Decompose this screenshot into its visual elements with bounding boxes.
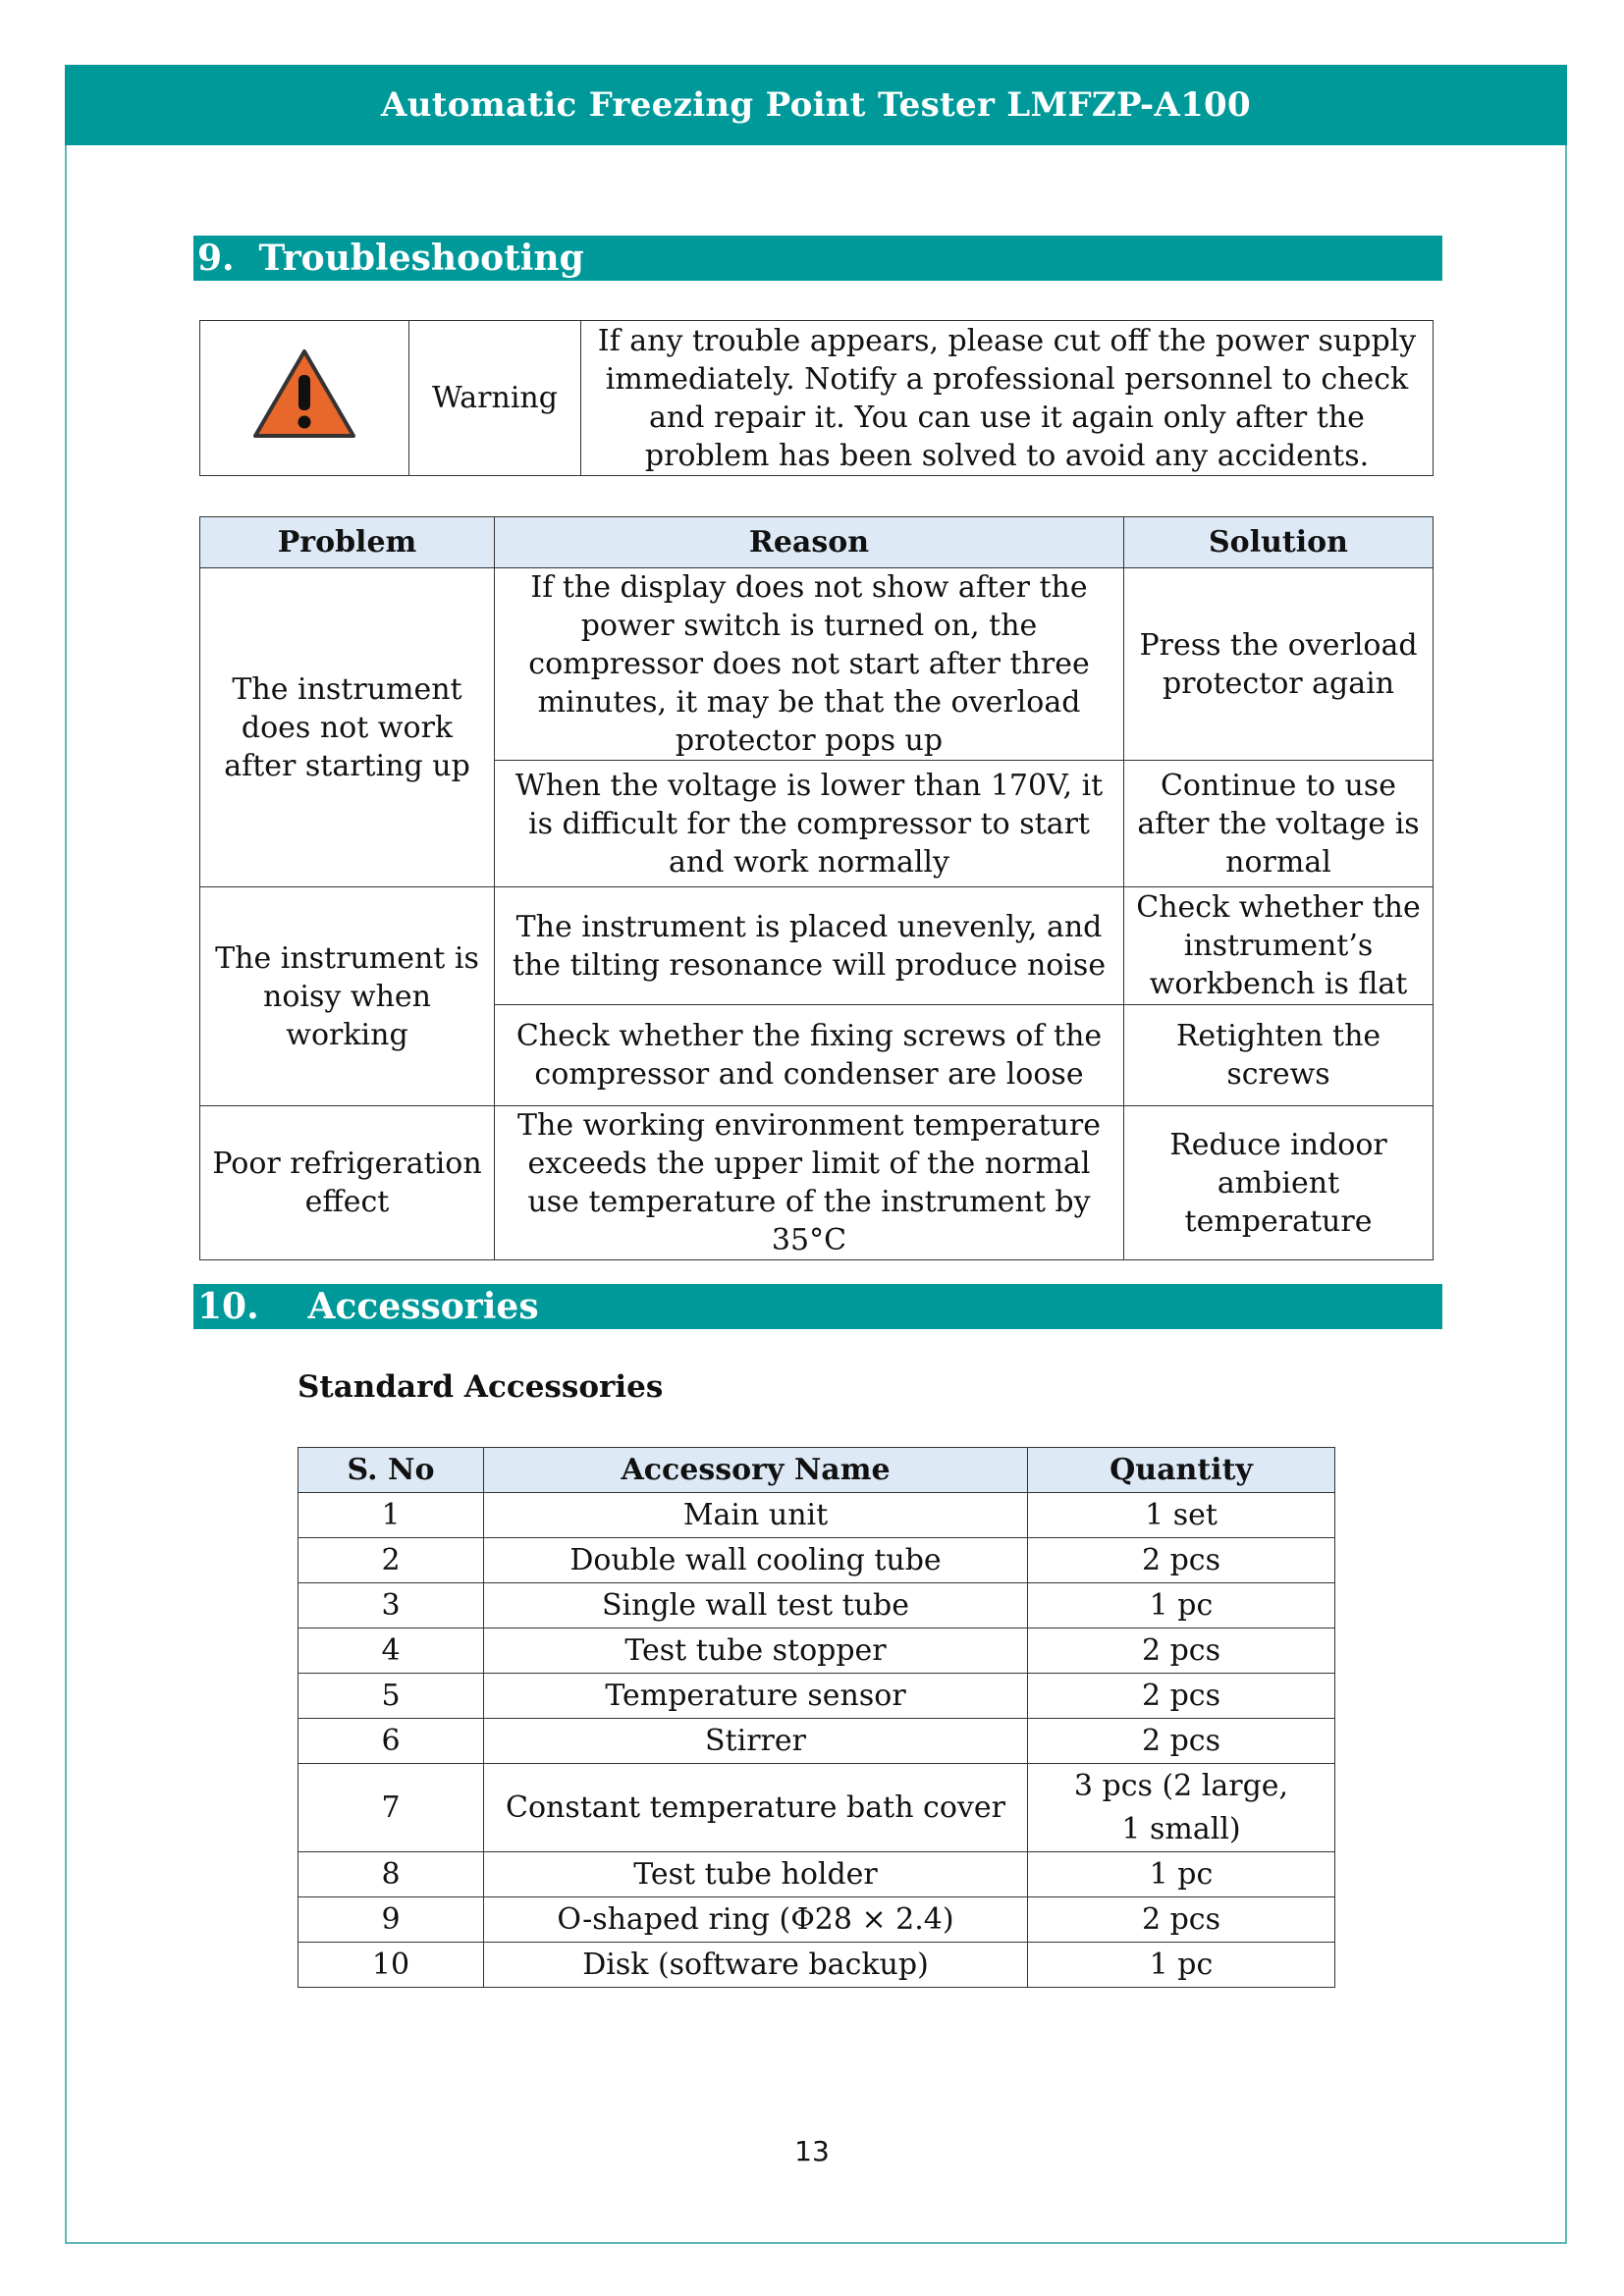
table-row xyxy=(298,1897,1335,1943)
table-row xyxy=(298,1943,1335,1988)
quantity-cell: 3 pcs (2 large, 1 small) xyxy=(1028,1764,1335,1852)
accessories-table-body xyxy=(298,1493,1335,1988)
solution-cell: Check whether the instrument’s workbench is flat xyxy=(1124,887,1434,1005)
quantity-cell: 1 pc xyxy=(1028,1852,1335,1897)
sno-cell: 8 xyxy=(298,1852,484,1897)
quantity-cell: 2 pcs xyxy=(1028,1897,1335,1943)
section-title: Troubleshooting xyxy=(258,238,584,279)
section-title: Accessories xyxy=(307,1286,539,1327)
solution-cell: Press the overload protector again xyxy=(1124,568,1434,761)
sno-cell: 3 xyxy=(298,1583,484,1629)
table-row xyxy=(298,1629,1335,1674)
table-row xyxy=(298,1538,1335,1583)
table-header-row xyxy=(200,517,1434,568)
accessory-name-cell: Single wall test tube xyxy=(484,1583,1028,1629)
section-heading-troubleshooting xyxy=(193,236,1442,281)
quantity-cell: 2 pcs xyxy=(1028,1629,1335,1674)
table-row xyxy=(200,1106,1434,1260)
column-header-reason: Reason xyxy=(495,517,1124,568)
quantity-cell: 2 pcs xyxy=(1028,1674,1335,1719)
reason-cell: If the display does not show after the power switch is turned on, the compressor does not start after three minutes, it may be that the overload protector pops up xyxy=(495,568,1124,761)
table-row xyxy=(298,1493,1335,1538)
troubleshooting-table xyxy=(199,516,1434,1260)
accessory-name-cell: Constant temperature bath cover xyxy=(484,1764,1028,1852)
sno-cell: 7 xyxy=(298,1764,484,1852)
standard-accessories-title: Standard Accessories xyxy=(298,1369,664,1405)
table-row xyxy=(298,1764,1335,1852)
table-row xyxy=(298,1719,1335,1764)
column-header-sno: S. No xyxy=(298,1448,484,1493)
accessory-name-cell: Test tube stopper xyxy=(484,1629,1028,1674)
accessory-name-cell: Disk (software backup) xyxy=(484,1943,1028,1988)
page-number: 13 xyxy=(794,2135,830,2167)
column-header-solution: Solution xyxy=(1124,517,1434,568)
table-row xyxy=(298,1583,1335,1629)
accessory-name-cell: Test tube holder xyxy=(484,1852,1028,1897)
quantity-cell: 2 pcs xyxy=(1028,1538,1335,1583)
solution-cell: Retighten the screws xyxy=(1124,1005,1434,1106)
sno-cell: 5 xyxy=(298,1674,484,1719)
quantity-cell: 1 pc xyxy=(1028,1943,1335,1988)
table-row xyxy=(200,568,1434,761)
sno-cell: 2 xyxy=(298,1538,484,1583)
document-header xyxy=(65,65,1567,145)
table-row xyxy=(298,1852,1335,1897)
column-header-quantity: Quantity xyxy=(1028,1448,1335,1493)
table-row xyxy=(200,887,1434,1005)
warning-triangle-icon xyxy=(249,346,359,442)
reason-cell: The working environment temperature exceeds the upper limit of the normal use temperature of the instrument by 35°C xyxy=(495,1106,1124,1260)
problem-cell: The instrument does not work after starting up xyxy=(200,568,495,887)
section-heading-accessories xyxy=(193,1284,1442,1329)
accessory-name-cell: O-shaped ring (Φ28 × 2.4) xyxy=(484,1897,1028,1943)
quantity-cell: 1 set xyxy=(1028,1493,1335,1538)
accessory-name-cell: Double wall cooling tube xyxy=(484,1538,1028,1583)
reason-cell: When the voltage is lower than 170V, it is difficult for the compressor to start and work normally xyxy=(495,761,1124,887)
reason-cell: The instrument is placed unevenly, and the tilting resonance will produce noise xyxy=(495,887,1124,1005)
accessory-name-cell: Stirrer xyxy=(484,1719,1028,1764)
solution-cell: Reduce indoor ambient temperature xyxy=(1124,1106,1434,1260)
warning-label: Warning xyxy=(409,321,581,476)
quantity-cell: 2 pcs xyxy=(1028,1719,1335,1764)
problem-cell: Poor refrigeration effect xyxy=(200,1106,495,1260)
sno-cell: 4 xyxy=(298,1629,484,1674)
column-header-problem: Problem xyxy=(200,517,495,568)
sno-cell: 9 xyxy=(298,1897,484,1943)
accessory-name-cell: Temperature sensor xyxy=(484,1674,1028,1719)
solution-cell: Continue to use after the voltage is normal xyxy=(1124,761,1434,887)
section-number: 9. xyxy=(197,238,235,279)
warning-text: If any trouble appears, please cut off the power supply immediately. Notify a professional personnel to check and repair it. You can use it again only after the problem has been solved to avoid any accidents. xyxy=(581,321,1434,476)
document-title: Automatic Freezing Point Tester LMFZP-A100 xyxy=(381,85,1251,125)
warning-icon-cell xyxy=(200,321,409,476)
table-header-row xyxy=(298,1448,1335,1493)
table-row xyxy=(298,1674,1335,1719)
problem-cell: The instrument is noisy when working xyxy=(200,887,495,1106)
column-header-accessory-name: Accessory Name xyxy=(484,1448,1028,1493)
quantity-cell: 1 pc xyxy=(1028,1583,1335,1629)
sno-cell: 10 xyxy=(298,1943,484,1988)
reason-cell: Check whether the fixing screws of the compressor and condenser are loose xyxy=(495,1005,1124,1106)
sno-cell: 1 xyxy=(298,1493,484,1538)
warning-table xyxy=(199,320,1434,476)
accessory-name-cell: Main unit xyxy=(484,1493,1028,1538)
accessories-table xyxy=(298,1447,1335,1988)
section-number: 10. xyxy=(197,1286,259,1327)
sno-cell: 6 xyxy=(298,1719,484,1764)
